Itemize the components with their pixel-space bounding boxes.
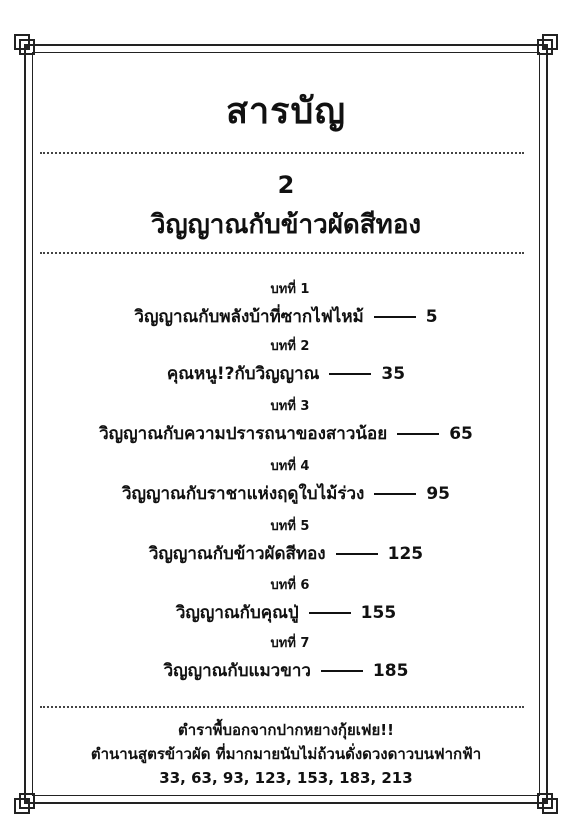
corner-ornament-icon [530, 32, 560, 62]
corner-ornament-icon [12, 32, 42, 62]
chapter-page: 185 [372, 661, 409, 681]
chapter-page: 5 [425, 307, 438, 327]
footer-line: ตำนานสูตรข้าวผัด ที่มากมายนับไม่ถ้วนดั่งดวงดาวบนฟากฟ้า [90, 745, 482, 763]
chapter-page: 65 [449, 424, 473, 444]
chapter-entry[interactable] [0, 278, 572, 330]
chapter-title: คุณหนู!?กับวิญญาณ [166, 364, 320, 384]
chapter-entry[interactable] [0, 335, 572, 387]
chapter-title: วิญญาณกับข้าวผัดสีทอง [148, 544, 326, 564]
chapter-label: บทที่ 2 [270, 339, 310, 354]
leader-dash [374, 316, 416, 318]
chapter-entry[interactable] [0, 515, 572, 567]
leader-dash [336, 553, 378, 555]
chapter-page: 95 [426, 484, 450, 504]
corner-ornament-icon [530, 786, 560, 816]
chapter-label: บทที่ 6 [270, 578, 310, 593]
footer-line: ตำราพื้บอกจากปากหยางกุ้ยเฟย!! [178, 721, 394, 739]
chapter-entry[interactable] [0, 455, 572, 507]
page-title: สารบัญ [225, 91, 347, 132]
leader-dash [374, 493, 416, 495]
chapter-label: บทที่ 5 [270, 519, 310, 534]
chapter-entry[interactable] [0, 395, 572, 447]
leader-dash [397, 433, 439, 435]
footer-note [0, 718, 572, 790]
volume-title: วิญญาณกับข้าวผัดสีทอง [150, 210, 422, 240]
leader-dash [329, 373, 371, 375]
chapter-label: บทที่ 4 [270, 459, 310, 474]
chapter-entry[interactable] [0, 632, 572, 684]
chapter-page: 155 [360, 603, 397, 623]
footer-page-list: 33, 63, 93, 123, 153, 183, 213 [159, 769, 413, 787]
chapter-label: บทที่ 7 [270, 636, 310, 651]
volume-number: 2 [277, 171, 295, 199]
chapter-title: วิญญาณกับแมวขาว [163, 661, 311, 681]
chapter-label: บทที่ 1 [270, 282, 310, 297]
chapter-page: 35 [381, 364, 406, 384]
dotted-divider [40, 252, 524, 254]
chapter-entry[interactable] [0, 574, 572, 626]
leader-dash [309, 612, 351, 614]
chapter-title: วิญญาณกับราชาแห่งฤดูใบไม้ร่วง [122, 484, 365, 504]
corner-ornament-icon [12, 786, 42, 816]
leader-dash [321, 670, 363, 672]
chapter-title: วิญญาณกับความปรารถนาของสาวน้อย [99, 424, 388, 444]
chapter-label: บทที่ 3 [270, 399, 310, 414]
dotted-divider [40, 152, 524, 154]
chapter-title: วิญญาณกับคุณปู่ [175, 603, 299, 623]
chapter-title: วิญญาณกับพลังบ้าที่ซากไฟไหม้ [134, 307, 364, 327]
chapter-page: 125 [387, 544, 424, 564]
dotted-divider [40, 706, 524, 708]
